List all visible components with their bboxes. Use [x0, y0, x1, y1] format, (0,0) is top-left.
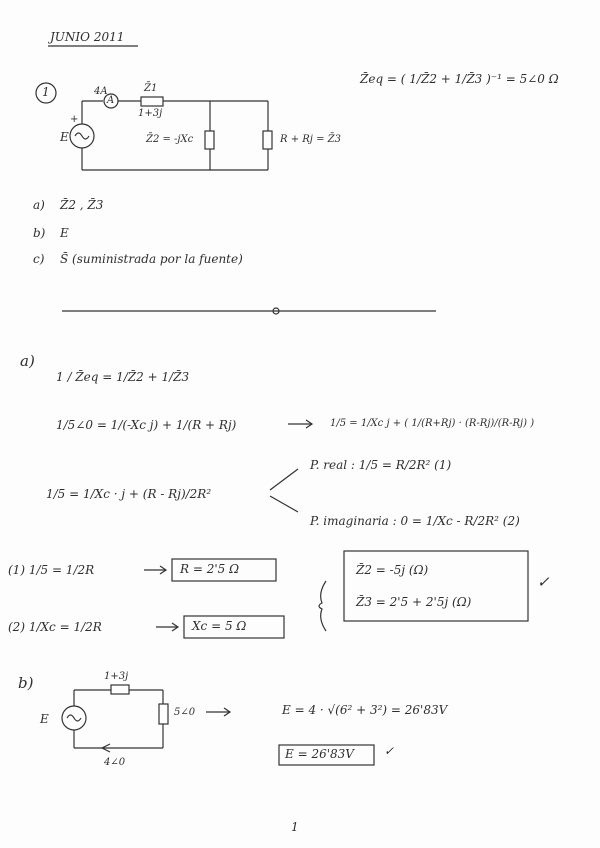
question-c-text: S̄ (suministrada por la fuente) — [60, 252, 243, 266]
derivation-2: (2) 1/Xc = 1/2R — [8, 620, 102, 634]
question-c-letter: c) — [33, 252, 45, 266]
arrow-imag — [270, 496, 298, 512]
equation-2-left: 1/5∠0 = 1/(-Xc j) + 1/(R + Rj) — [56, 418, 237, 432]
equation-1: 1 / Z̄eq = 1/Z̄2 + 1/Z̄3 — [56, 370, 190, 384]
z3-result: Z̄3 = 2'5 + 2'5j (Ω) — [356, 595, 472, 609]
equation-2-right: 1/5 = 1/Xc j + ( 1/(R+Rj) · (R-Rj)/(R-Rj) ) — [330, 418, 535, 429]
solution-b-label: b) — [18, 674, 34, 692]
exam-date: JUNIO 2011 — [50, 30, 125, 44]
ammeter-letter: A — [107, 95, 115, 106]
zeq-value-b: 5∠0 — [174, 707, 196, 718]
source-plus: + — [70, 114, 79, 125]
question-a-text: Z̄2 , Z̄3 — [60, 198, 104, 212]
box-z-results — [344, 551, 528, 621]
z1-value-b: 1+3j — [104, 671, 129, 682]
voltage-result: E = 26'83V — [285, 747, 354, 761]
derivation-1: (1) 1/5 = 1/2R — [8, 563, 95, 577]
zeq-formula: Z̄eq = ( 1/Z̄2 + 1/Z̄3 )⁻¹ = 5∠0 Ω — [360, 72, 559, 86]
solution-a-label: a) — [20, 352, 35, 370]
z3-resistor — [263, 131, 272, 149]
zeq-resistor-b — [159, 704, 168, 724]
question-a-letter: a) — [33, 198, 45, 212]
z1-label: Z̄1 — [144, 83, 158, 94]
z1-resistor-b — [111, 685, 129, 694]
source-label: E — [60, 130, 69, 144]
z3-label: R + Rj = Z̄3 — [280, 134, 341, 145]
question-b-letter: b) — [33, 226, 46, 240]
page-number: 1 — [291, 820, 299, 834]
circuit-diagram-statement — [70, 94, 272, 170]
check-mark-b: ✓ — [384, 744, 395, 758]
imaginary-part-equation: P. imaginaria : 0 = 1/Xc - R/2R² (2) — [310, 514, 520, 528]
section-divider — [62, 308, 436, 314]
result-xc: Xc = 5 Ω — [192, 619, 247, 633]
equation-3: 1/5 = 1/Xc · j + (R - Rj)/2R² — [46, 487, 212, 501]
check-mark-a: ✓ — [537, 573, 550, 591]
z1-value: 1+3j — [138, 108, 163, 119]
z2-label: Z̄2 = -jXc — [146, 134, 194, 145]
source-label-b: E — [40, 712, 49, 726]
result-r: R = 2'5 Ω — [180, 562, 240, 576]
voltage-calculation: E = 4 · √(6² + 3²) = 26'83V — [282, 703, 448, 717]
arrow-real — [270, 469, 298, 490]
problem-number: 1 — [42, 85, 50, 99]
ammeter-current: 4A — [94, 86, 108, 97]
question-b-text: E — [60, 226, 69, 240]
z2-result: Z̄2 = -5j (Ω) — [356, 563, 429, 577]
brace — [319, 581, 326, 631]
z1-resistor — [141, 97, 163, 106]
circuit-diagram-b — [62, 685, 168, 752]
real-part-equation: P. real : 1/5 = R/2R² (1) — [310, 458, 452, 472]
current-value-b: 4∠0 — [104, 757, 126, 768]
z2-capacitor — [205, 131, 214, 149]
